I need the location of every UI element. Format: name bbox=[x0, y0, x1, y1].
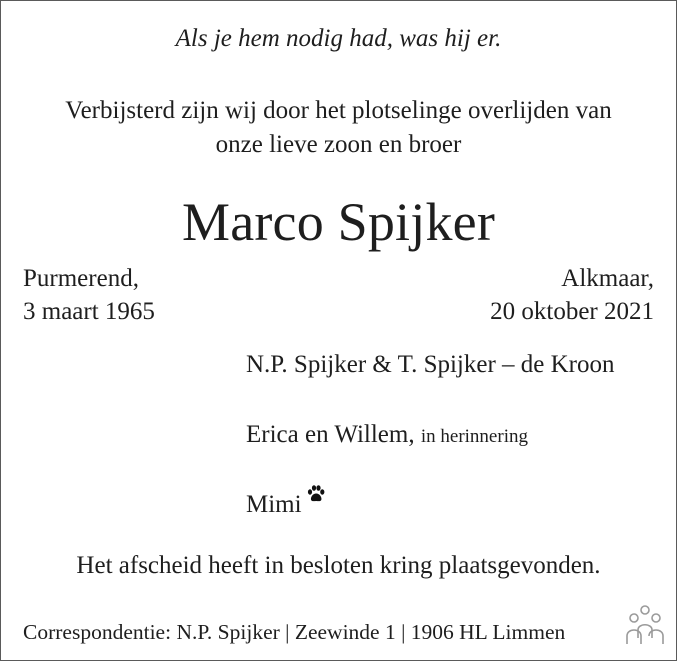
death-place: Alkmaar, bbox=[561, 265, 654, 292]
farewell-note: Het afscheid heeft in besloten kring plaatsgevonden. bbox=[76, 552, 601, 579]
people-group-icon bbox=[625, 604, 665, 646]
siblings-note: in herinnering bbox=[420, 426, 528, 447]
intro-text bbox=[1, 94, 676, 162]
siblings-names: Erica en Willem, bbox=[246, 421, 415, 448]
family-pet bbox=[246, 484, 326, 519]
birth-info bbox=[23, 262, 155, 328]
correspondence-address: Correspondentie: N.P. Spijker | Zeewinde 1 | 1906 HL Limmen bbox=[23, 620, 566, 644]
deceased-name: Marco Spijker bbox=[181, 192, 496, 252]
death-info bbox=[490, 262, 654, 328]
pet-name: Mimi bbox=[246, 491, 302, 518]
birth-date: 3 maart 1965 bbox=[23, 298, 155, 325]
intro-line-2: onze lieve zoon en broer bbox=[215, 131, 462, 158]
family-parents: N.P. Spijker & T. Spijker – de Kroon bbox=[246, 351, 615, 378]
death-date: 20 oktober 2021 bbox=[490, 298, 654, 325]
birth-place: Purmerend, bbox=[23, 265, 139, 292]
paw-print-icon bbox=[306, 484, 326, 504]
family-siblings bbox=[246, 421, 528, 449]
motto: Als je hem nodig had, was hij er. bbox=[175, 25, 502, 52]
intro-line-1: Verbijsterd zijn wij door het plotselinge overlijden van bbox=[65, 97, 612, 124]
